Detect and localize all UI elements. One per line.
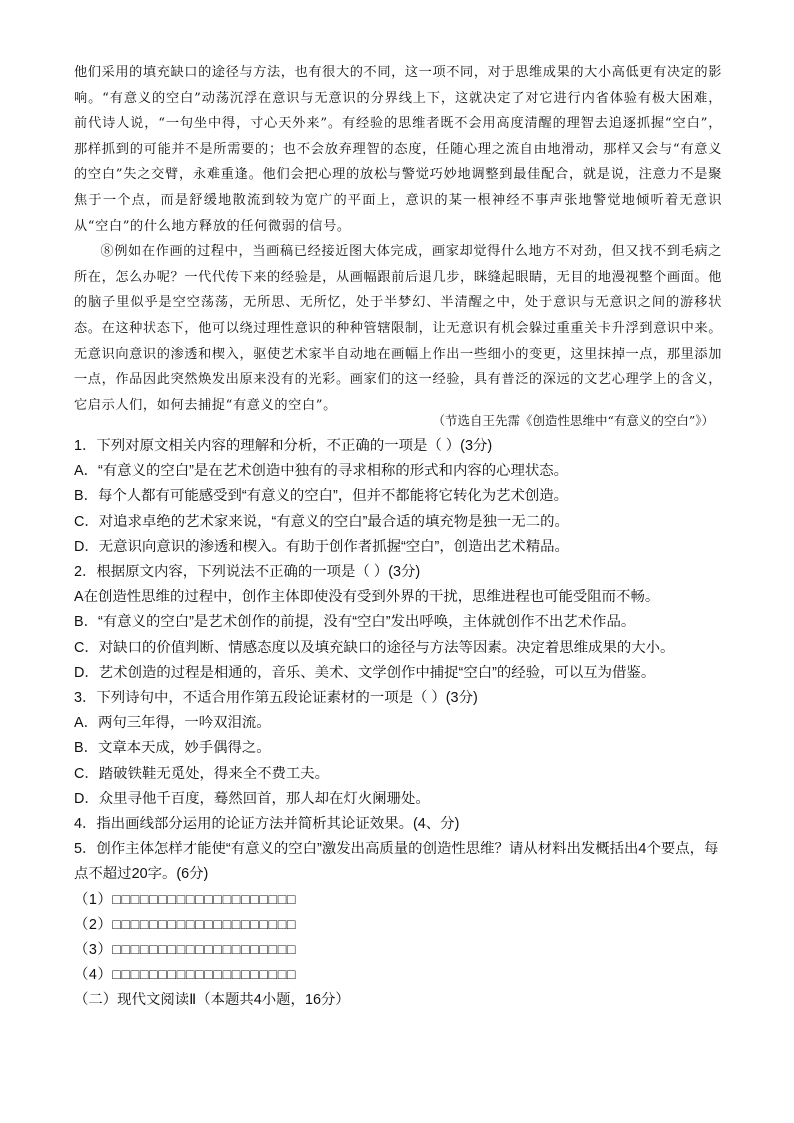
question-5-answer-1[interactable]: （1）□□□□□□□□□□□□□□□□□□□□ [74,891,297,908]
question-3-option-a: A．两句三年得，一吟双泪流。 [74,715,271,732]
question-5-answer-4[interactable]: （4）□□□□□□□□□□□□□□□□□□□□ [74,967,297,984]
question-5-answer-3[interactable]: （3）□□□□□□□□□□□□□□□□□□□□ [74,942,297,959]
question-list [74,434,730,1014]
question-5-answer-2[interactable]: （2）□□□□□□□□□□□□□□□□□□□□ [74,916,297,933]
passage-source: （节选自王先霈《创造性思维中“有意义的空白”》） [432,413,714,428]
question-2-option-d: D．艺术创造的过程是相通的，音乐、美术、文学创作中捕捉“空白”的经验，可以互为借鉴。 [74,664,656,681]
question-1-option-c: C．对追求卓绝的艺术家来说，“有意义的空白”最合适的填充物是独一无二的。 [74,513,569,530]
question-2-option-c: C．对缺口的价值判断、情感态度以及填充缺口的途径与方法等因素。决定着思维成果的大小。 [74,639,675,656]
question-4-stem: 4．指出画线部分运用的论证方法并简析其论证效果。(4、分) [74,816,460,833]
passage-paragraph-continued: 他们采用的填充缺口的途径与方法，也有很大的不同，这一项不同，对于思维成果的大小高低更有决定的影响。“有意义的空白”动荡沉浮在意识与无意识的分界线上下，这就决定了对它进行内省体验有极大困难，前代诗人说，“一句坐中得，寸心天外来”。有经验的思维者既不会用高度清醒的理智去追逐抓握“空白”，那样抓到的可能并不是所需要的；也不会放弃理智的态度，任随心理之流自由地滑动，那样又会与“有意义的空白”失之交臂，永难重逢。他们会把心理的放松与警觉巧妙地调整到最佳配合，就是说，注意力不是聚焦于一个点，而是舒缓地散流到较为宽广的平面上，意识的某一根神经不事声张地警觉地倾听着无意识从“空白”的什么地方释放的任何微弱的信号。 [74,65,723,234]
question-1-stem: 1．下列对原文相关内容的理解和分析，不正确的一项是（ ）(3分) [74,438,493,454]
question-1-option-b: B．每个人都有可能感受到“有意义的空白”，但并不都能将它转化为艺术创造。 [74,488,569,505]
passage-paragraph-8: ⑧例如在作画的过程中，当画稿已经接近图大体完成，画家却觉得什么地方不对劲，但又找不到毛病之所在，怎么办呢？一代代传下来的经验是，从画幅跟前后退几步，眯缝起眼睛，无目的地漫视整个画面。他的脑子里似乎是空空荡荡，无所思、无所忆，处于半梦幻、半清醒之中，处于意识与无意识之间的游移状态。在这种状态下，他可以绕过理性意识的种种管辖限制，让无意识有机会躲过重重关卡升浮到意识中来。无意识向意识的渗透和楔入，驱使艺术家半自动地在画幅上作出一些细小的变更，这里抹掉一点，那里添加一点，作品因此突然焕发出原来没有的光彩。画家们的这一经验，具有普泛的深远的文艺心理学上的含义，它启示人们，如何去捕捉“有意义的空白”。 [74,244,723,413]
question-2-option-a: A在创造性思维的过程中，创作主体即使没有受到外界的干扰，思维进程也可能受阻而不畅。 [74,589,660,606]
question-3-option-d: D．众里寻他千百度，蓦然回首，那人却在灯火阑珊处。 [74,790,430,807]
section-heading: （二）现代文阅读Ⅱ（本题共4小题，16分） [74,992,350,1009]
question-3-stem: 3．下列诗句中，不适合用作第五段论证素材的一项是（ ）(3分) [74,690,478,707]
question-1-option-d: D．无意识向意识的渗透和楔入。有助于创作者抓握“空白”，创造出艺术精品。 [74,538,569,555]
question-2-option-b: B．“有意义的空白”是艺术创作的前提，没有“空白”发出呼唤，主体就创作不出艺术作品。 [74,614,636,631]
question-5-stem: 5．创作主体怎样才能使“有意义的空白”激发出高质量的创造性思维？请从材料出发概括出4个要点，每点不超过20字。(6分) [74,841,719,883]
question-2-stem: 2．根据原文内容，下列说法不正确的一项是（ ）(3分) [74,564,421,581]
reading-passage [74,60,722,418]
question-3-option-b: B．文章本天成，妙手偶得之。 [74,740,271,757]
question-1-option-a: A．“有意义的空白”是在艺术创造中独有的寻求相称的形式和内容的心理状态。 [74,463,569,480]
question-3-option-c: C．踏破铁鞋无觅处，得来全不费工夫。 [74,765,330,782]
